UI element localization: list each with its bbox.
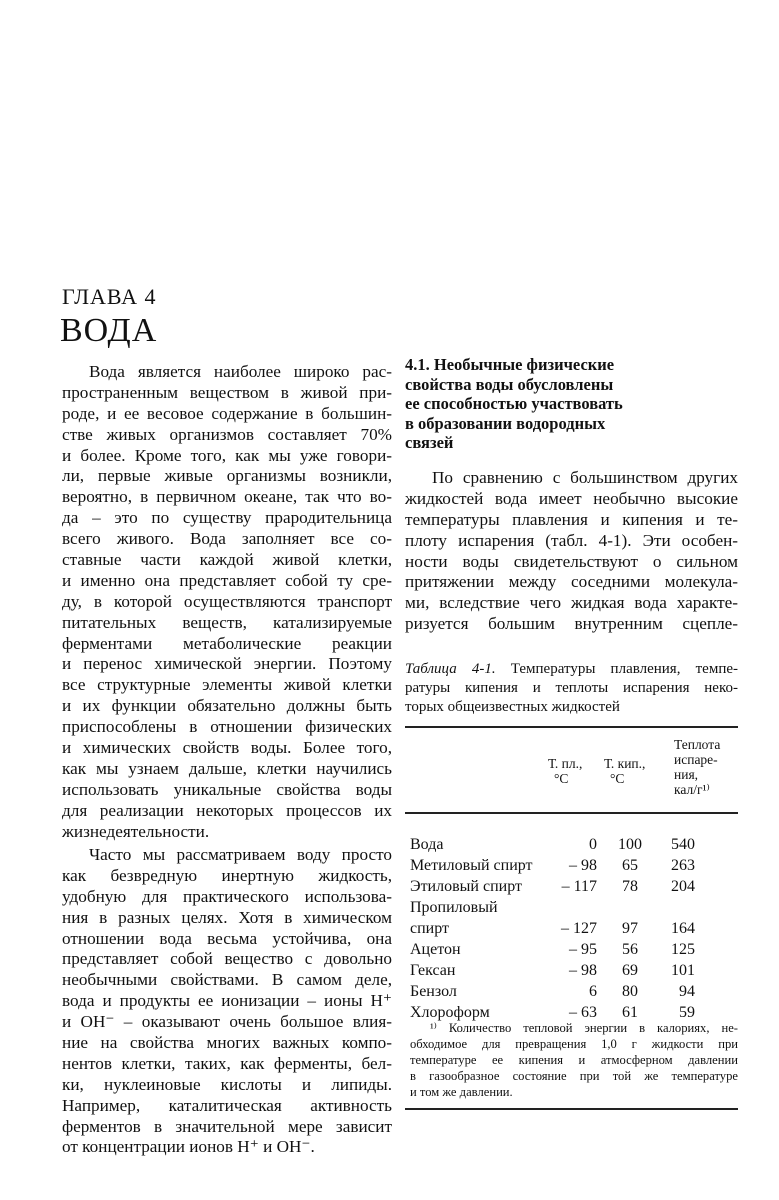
table-row (405, 983, 738, 1004)
text-line: и OH⁻ – оказывают очень большое влия- (62, 1012, 392, 1032)
text-line: ми, вследствие чего жидкая вода характе- (405, 593, 738, 613)
text-line: и их функции обязательно должны быть (62, 696, 392, 716)
chapter-title: ВОДА (60, 312, 158, 349)
text-line: вода и продукты ее ионизации – ионы H⁺ (62, 991, 392, 1011)
cell-name: спирт (410, 920, 450, 937)
text-line: ности воды свидетельствуют о сильном (405, 551, 738, 571)
cell-bp: 80 (622, 983, 638, 1000)
footnote-line: и том же давлении. (410, 1085, 513, 1099)
text-line: ее способностью участвовать (405, 394, 623, 413)
footnote-line: температуре ее кипения и атмосферном давлении (410, 1053, 738, 1067)
text-line: связей (405, 433, 454, 452)
cell-heat: 204 (671, 878, 695, 895)
text-line: и именно она представляет собой ту сре- (62, 570, 392, 590)
caption-line (405, 698, 738, 717)
caption-text: ратуры кипения и теплоты испарения неко- (405, 680, 738, 696)
cell-name: Пропиловый (410, 899, 498, 916)
text-line: роде, и ее весовое содержание в большин- (62, 403, 392, 423)
cell-mp: 0 (589, 836, 597, 853)
cell-heat: 125 (671, 941, 695, 958)
header-line: кал/г¹⁾ (674, 782, 710, 797)
header-line: испаре- (674, 752, 718, 767)
cell-name: Гексан (410, 962, 456, 979)
left-paragraph-2 (62, 845, 392, 1158)
text-line: приспособлены в отношении физических (62, 717, 392, 737)
cell-mp: – 127 (561, 920, 597, 937)
text-line: и перенос химической энергии. Поэтому (62, 654, 392, 674)
text-line: удобную для практического использова- (62, 886, 392, 906)
caption-line (405, 660, 738, 679)
cell-bp: 61 (622, 1004, 638, 1021)
text-line: ду, в которой осуществляются транспорт (62, 591, 392, 611)
table-label: Таблица 4-1. (405, 661, 496, 677)
text-line: как безвредную инертную жидкость, (62, 865, 392, 885)
text-line: вероятно, в первичном океане, так что во- (62, 487, 392, 507)
text-line: представляет собой вещество с довольно (62, 949, 392, 969)
cell-mp: – 117 (561, 878, 597, 895)
header-heat-of-vaporization (674, 737, 720, 797)
text-line: да – это по существу прародительница (62, 508, 392, 528)
text-line: и химических свойств воды. Более того, (62, 738, 392, 758)
header-line: °С (610, 771, 625, 786)
table-caption (405, 660, 738, 717)
table-row (405, 920, 738, 941)
text-line: ния в разных целях. Хотя в химическом (62, 907, 392, 927)
text-line: для реализации некоторых процессов их (62, 800, 392, 820)
table-row (405, 857, 738, 878)
cell-name: Хлороформ (410, 1004, 490, 1021)
left-paragraph-1 (62, 362, 392, 842)
cell-heat: 94 (679, 983, 695, 1000)
text-line: свойства воды обусловлены (405, 374, 614, 394)
cell-mp: – 98 (569, 962, 597, 979)
text-line: ферментами метаболические реакции (62, 633, 392, 653)
table-row (405, 941, 738, 962)
cell-mp: – 95 (569, 941, 597, 958)
table-header-rule (405, 812, 738, 814)
table-bottom-rule (405, 1108, 738, 1110)
header-line: ния, (674, 767, 699, 782)
caption-line (405, 679, 738, 698)
text-line: ризуется большим внутренним сцепле- (405, 614, 738, 634)
footnote-line: ¹⁾ Количество тепловой энергии в калориях, не- (430, 1021, 738, 1035)
text-line: пространенным веществом в живой при- (62, 382, 392, 402)
caption-text: торых общеизвестных жидкостей (405, 699, 620, 715)
text-line: нентов клетки, таких, как ферменты, бел- (62, 1053, 392, 1073)
cell-bp: 69 (622, 962, 638, 979)
table-row (405, 836, 738, 857)
table-footnote (410, 1020, 738, 1100)
text-line: всего живого. Вода заполняет все со- (62, 529, 392, 549)
text-line: жидкостей вода имеет необычно высокие (405, 488, 738, 508)
text-line: и более. Кроме того, как мы уже говори- (62, 445, 392, 465)
header-boiling-point (604, 756, 645, 786)
cell-bp: 100 (618, 836, 642, 853)
text-line: в образовании водородных (405, 413, 606, 433)
cell-name: Ацетон (410, 941, 461, 958)
cell-heat: 164 (671, 920, 695, 937)
cell-heat: 263 (671, 857, 695, 874)
text-line: Часто мы рассматриваем воду просто (89, 845, 392, 864)
cell-bp: 65 (622, 857, 638, 874)
text-line: жизнедеятельности. (62, 821, 210, 841)
text-line: ферментов в значительной мере зависит (62, 1116, 392, 1136)
text-line: Вода является наиболее широко рас- (89, 362, 392, 381)
text-line: отношении вода весьма устойчива, она (62, 928, 392, 948)
footnote-line: обходимое для превращения 1,0 г жидкости при (410, 1037, 738, 1051)
text-line: использовать уникальные свойства воды (62, 779, 392, 799)
section-heading (405, 355, 705, 453)
header-line: Т. пл., (548, 756, 583, 771)
cell-bp: 97 (622, 920, 638, 937)
table-row (405, 878, 738, 899)
cell-bp: 78 (622, 878, 638, 895)
text-line: притяжении между соседними молекула- (405, 572, 738, 592)
header-line: Т. кип., (604, 756, 646, 771)
header-line: °С (554, 771, 569, 786)
cell-heat: 540 (671, 836, 695, 853)
caption-text: Температуры плавления, темпе- (510, 661, 738, 677)
header-melting-point (548, 756, 582, 786)
cell-mp: – 98 (569, 857, 597, 874)
footnote-line: в газообразное состояние при той же температуре (410, 1069, 738, 1083)
header-line: Теплота (674, 737, 721, 752)
table-row (405, 899, 738, 920)
chapter-label: ГЛАВА 4 (62, 284, 157, 309)
text-line: ставные части каждой живой клетки, (62, 550, 392, 570)
right-paragraph (405, 468, 738, 635)
text-line: все структурные элементы живой клетки (62, 675, 392, 695)
cell-name: Метиловый спирт (410, 857, 533, 874)
text-line: ли, первые живые организмы возникли, (62, 466, 392, 486)
text-line: ки, нуклеиновые кислоты и липиды. (62, 1074, 392, 1094)
text-line: По сравнению с большинством других (432, 468, 738, 487)
cell-mp: – 63 (569, 1004, 597, 1021)
text-line: Например, каталитическая активность (62, 1095, 392, 1115)
cell-name: Вода (410, 836, 444, 853)
cell-heat: 101 (671, 962, 695, 979)
table-top-rule (405, 726, 738, 728)
text-line: температуры плавления и кипения и те- (405, 509, 738, 529)
cell-mp: 6 (589, 983, 597, 1000)
table-row (405, 962, 738, 983)
text-line: питательных веществ, катализируемые (62, 612, 392, 632)
cell-bp: 56 (622, 941, 638, 958)
text-line: необычными свойствами. В самом деле, (62, 970, 392, 990)
text-line: как мы узнаем дальше, клетки научились (62, 758, 392, 778)
text-line: стве живых организмов составляет 70% (62, 424, 392, 444)
text-line: ние на свойства многих важных компо- (62, 1033, 392, 1053)
cell-name: Этиловый спирт (410, 878, 522, 895)
cell-name: Бензол (410, 983, 457, 1000)
text-line: плоту испарения (табл. 4-1). Эти особен- (405, 530, 738, 550)
text-line: 4.1. Необычные физические (405, 355, 615, 374)
cell-heat: 59 (679, 1004, 695, 1021)
text-line: от концентрации ионов H⁺ и OH⁻. (62, 1137, 315, 1157)
